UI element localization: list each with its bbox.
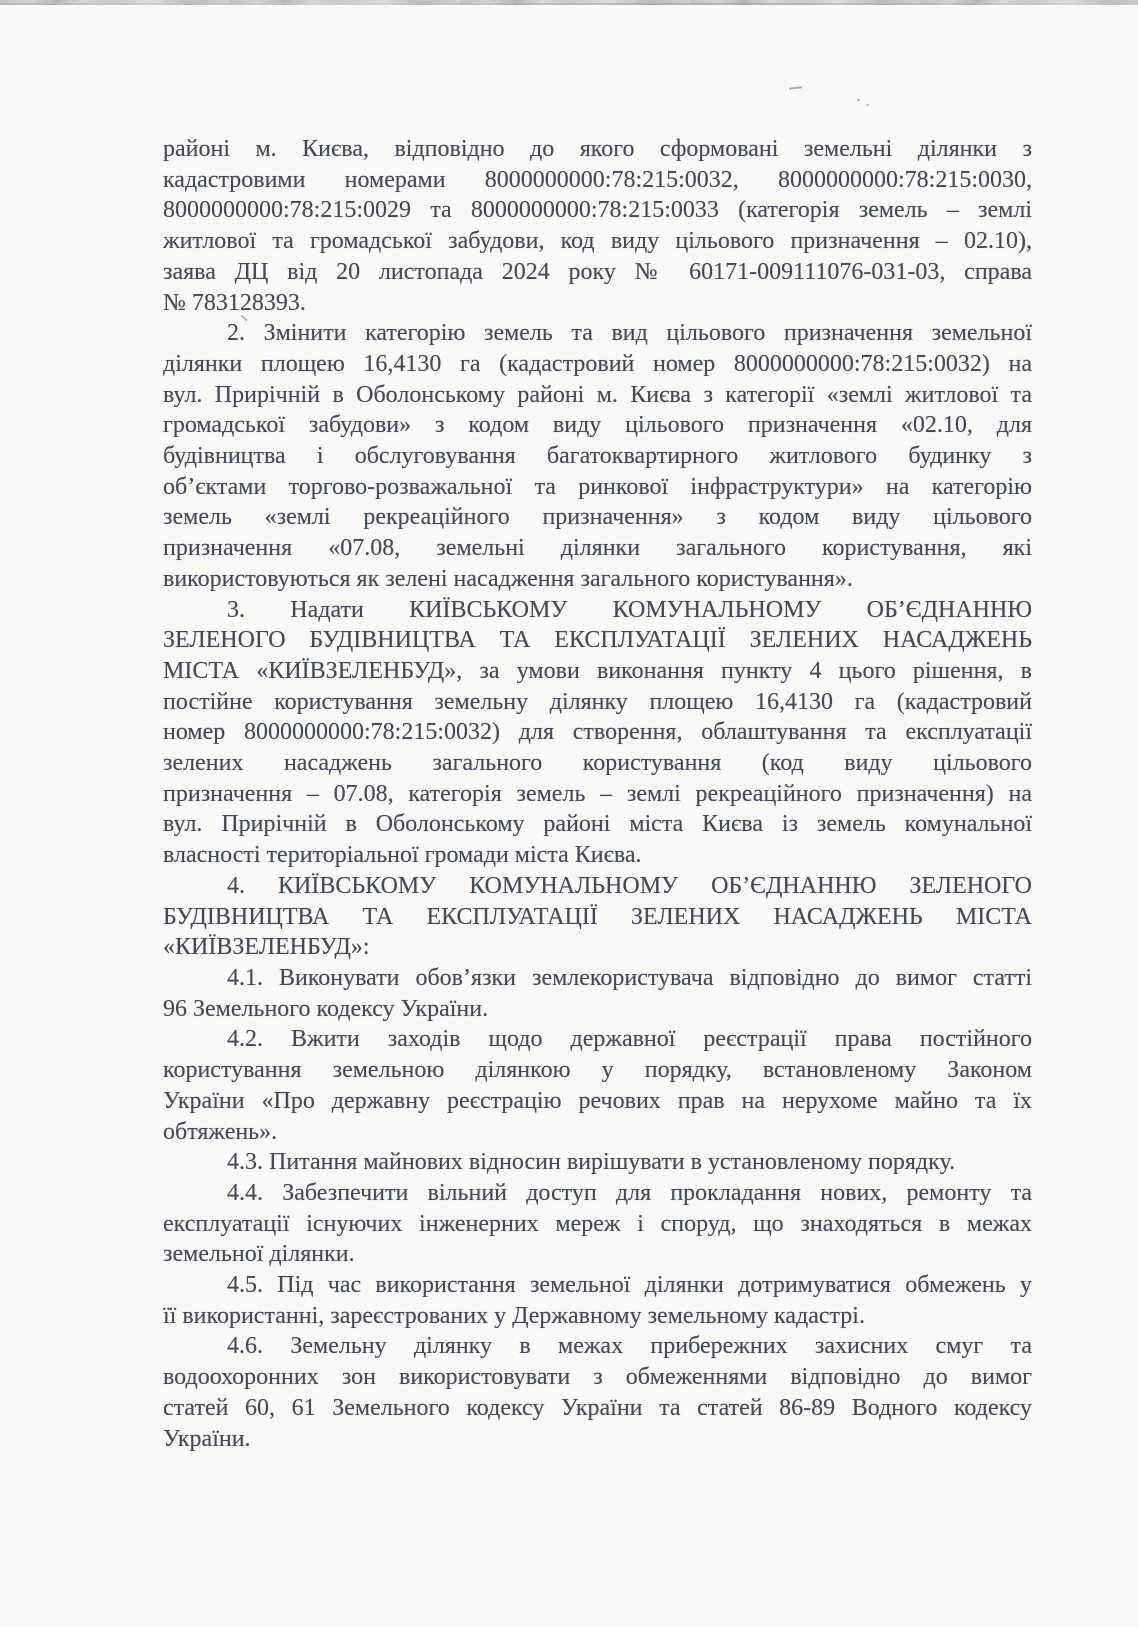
text-line: 4.2. Вжити заходів щодо державної реєстрації права постійного — [227, 1026, 1032, 1053]
text-block — [163, 134, 1032, 1454]
paragraph — [163, 1178, 1032, 1270]
text-line: 4.4. Забезпечити вільний доступ для прокладання нових, ремонту та — [227, 1179, 1032, 1206]
text-line: статей 60, 61 Земельного кодексу України та статей 86-89 Водного кодексу — [163, 1394, 1032, 1421]
text-line: земельної ділянки. — [163, 1241, 355, 1268]
paragraph — [163, 871, 1032, 963]
text-line: БУДІВНИЦТВА ТА ЕКСПЛУАТАЦІЇ ЗЕЛЕНИХ НАСАДЖЕНЬ МІСТА — [163, 903, 1032, 930]
text-line: МІСТА «КИЇВЗЕЛЕНБУД», за умови виконання пункту 4 цього рішення, в — [163, 657, 1032, 684]
scan-speck-dot — [857, 99, 860, 101]
text-line: ділянки площею 16,4130 га (кадастровий номер 8000000000:78:215:0032) на — [163, 350, 1032, 377]
text-line: постійне користування земельну ділянку площею 16,4130 га (кадастровий — [163, 688, 1032, 715]
text-line: 96 Земельного кодексу України. — [163, 995, 489, 1022]
paragraph — [163, 595, 1032, 871]
paragraph — [163, 1270, 1032, 1331]
text-line: призначення – 07.08, категорія земель – землі рекреаційного призначення) на — [163, 780, 1032, 807]
text-line: вул. Прирічній в Оболонському районі м. Києва з категорії «землі житлової та — [163, 381, 1032, 408]
text-line: ЗЕЛЕНОГО БУДІВНИЦТВА ТА ЕКСПЛУАТАЦІЇ ЗЕЛЕНИХ НАСАДЖЕНЬ — [163, 627, 1032, 654]
text-line: № 783128393. — [163, 289, 306, 316]
text-line: вул. Прирічній в Оболонському районі міста Києва із земель комунальної — [163, 811, 1032, 838]
text-line: житлової та громадської забудови, код виду цільового призначення – 02.10), — [163, 228, 1032, 255]
paragraph — [163, 318, 1032, 594]
text-line: експлуатації існуючих інженерних мереж і споруд, що знаходяться в межах — [163, 1210, 1032, 1237]
text-line: 4. КИЇВСЬКОМУ КОМУНАЛЬНОМУ ОБ’ЄДНАННЮ ЗЕЛЕНОГО — [227, 872, 1032, 899]
text-line: призначення «07.08, земельні ділянки загального користування, які — [163, 535, 1032, 562]
paragraph — [163, 963, 1032, 1024]
scan-speck-dot — [866, 104, 869, 106]
paragraph — [163, 1331, 1032, 1454]
text-line: 3. Надати КИЇВСЬКОМУ КОМУНАЛЬНОМУ ОБ’ЄДНАННЮ — [227, 596, 1032, 623]
text-line: земель «землі рекреаційного призначення» з кодом виду цільового — [163, 504, 1032, 531]
text-line: будівництва і обслуговування багатоквартирного житлового будинку з — [163, 443, 1032, 470]
paragraph — [163, 1147, 1032, 1178]
text-line: обтяжень». — [163, 1118, 278, 1145]
scan-speck-dash — [789, 86, 802, 89]
text-line: 8000000000:78:215:0029 та 8000000000:78:215:0033 (категорія земель – землі — [163, 197, 1032, 224]
text-line: громадської забудови» з кодом виду цільового призначення «02.10, для — [163, 412, 1032, 439]
text-line: об’єктами торгово-розважальної та ринкової інфраструктури» на категорію — [163, 473, 1032, 500]
text-line: 4.5. Під час використання земельної ділянки дотримуватися обмежень у — [227, 1272, 1032, 1299]
text-line: власності територіальної громади міста Києва. — [163, 842, 642, 869]
text-line: її використанні, зареєстрованих у Державному земельному кадастрі. — [163, 1302, 865, 1329]
text-line: користування земельною ділянкою у порядку, встановленому Законом — [163, 1057, 1032, 1084]
paragraph — [163, 134, 1032, 318]
text-line: 4.3. Питання майнових відносин вирішувати в установленому порядку. — [227, 1149, 956, 1176]
text-line: номер 8000000000:78:215:0032) для створення, облаштування та експлуатації — [163, 719, 1032, 746]
text-line: водоохоронних зон використовувати з обмеженнями відповідно до вимог — [163, 1364, 1032, 1391]
text-line: зелених насаджень загального користування (код виду цільового — [163, 750, 1032, 777]
text-line: заява ДЦ від 20 листопада 2024 року № 60171-009111076-031-03, справа — [163, 258, 1032, 285]
text-line: України. — [163, 1425, 251, 1452]
text-line: кадастровими номерами 8000000000:78:215:0032, 8000000000:78:215:0030, — [163, 166, 1032, 193]
scanner-edge-artifact-shade — [0, 3, 1138, 5]
paragraph — [163, 1024, 1032, 1147]
text-line: 4.1. Виконувати обов’язки землекористувача відповідно до вимог статті — [227, 964, 1032, 991]
text-line: використовуються як зелені насадження загального користування». — [163, 565, 853, 592]
text-line: України «Про державну реєстрацію речових прав на нерухоме майно та їх — [163, 1087, 1032, 1114]
text-line: районі м. Києва, відповідно до якого сформовані земельні ділянки з — [163, 136, 1032, 162]
text-line: 4.6. Земельну ділянку в межах прибережних захисних смуг та — [227, 1333, 1032, 1360]
text-line: «КИЇВЗЕЛЕНБУД»: — [163, 934, 370, 961]
text-line: 2. Змінити категорію земель та вид цільового призначення земельної — [227, 320, 1032, 347]
